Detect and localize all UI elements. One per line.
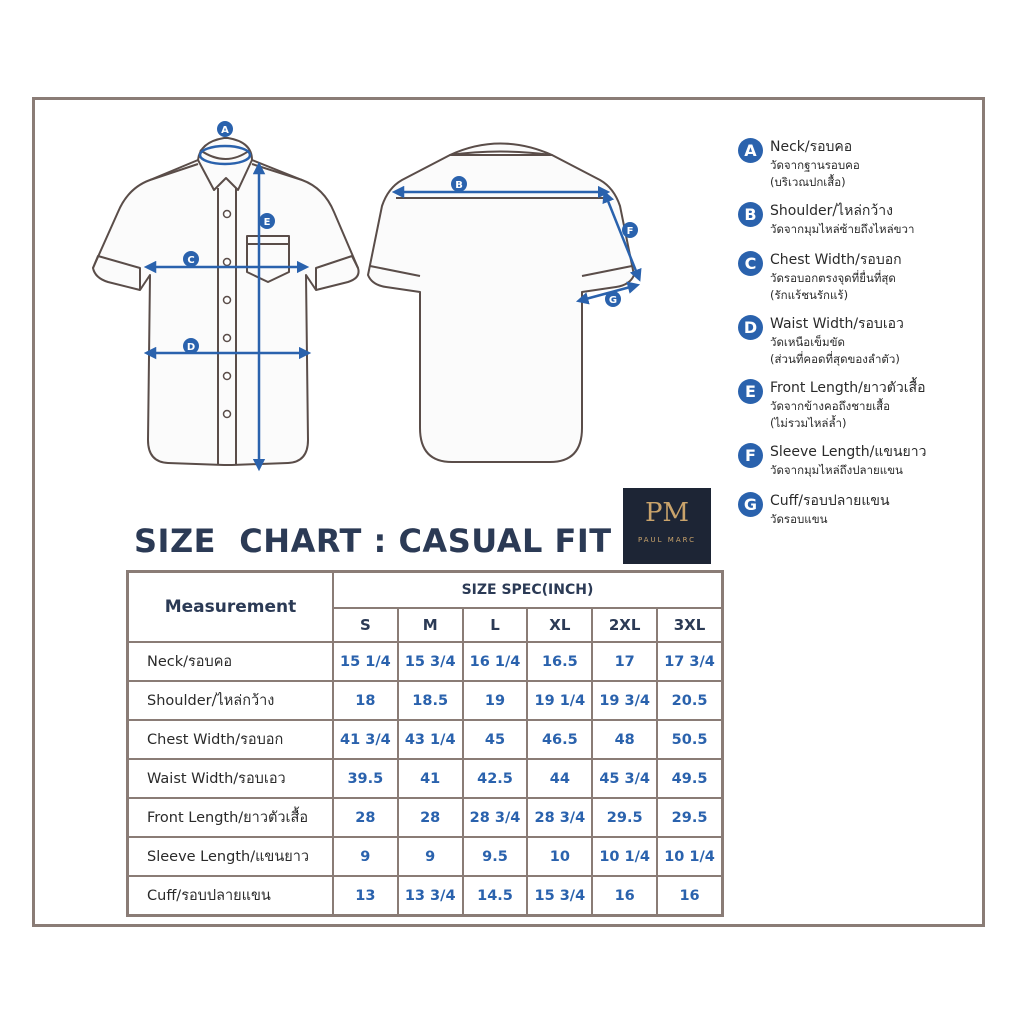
svg-text:E: E <box>263 217 271 228</box>
legend-item-cuff <box>738 491 988 528</box>
table-cell: 45 3/4 <box>592 759 657 798</box>
table-cell: 39.5 <box>333 759 398 798</box>
table-cell: 14.5 <box>463 876 528 916</box>
page-title: SIZE CHART : CASUAL FIT <box>134 522 612 560</box>
svg-text:C: C <box>187 255 195 266</box>
legend-desc: (ไม่รวมไหล่ล้ำ) <box>770 416 847 430</box>
legend-item-shoulder <box>738 201 988 238</box>
badge-d <box>183 338 199 354</box>
svg-text:G: G <box>608 295 618 306</box>
table-cell: 13 3/4 <box>398 876 463 916</box>
table-cell: 49.5 <box>657 759 722 798</box>
table-cell: 17 3/4 <box>657 642 722 681</box>
legend-desc: วัดจากฐานรอบคอ <box>770 158 860 172</box>
table-row <box>128 720 723 759</box>
table-cell: 45 <box>463 720 528 759</box>
row-label: Shoulder/ไหล่กว้าง <box>128 681 333 720</box>
size-header: XL <box>527 608 592 642</box>
legend-desc: (ส่วนที่คอดที่สุดของลำตัว) <box>770 352 900 366</box>
table-cell: 18.5 <box>398 681 463 720</box>
badge-b <box>451 176 467 192</box>
legend-title: Waist Width/รอบเอว <box>770 316 904 332</box>
legend-title: Shoulder/ไหล่กว้าง <box>770 203 893 219</box>
table-row <box>128 681 723 720</box>
legend-item-chest <box>738 250 988 304</box>
table-cell: 16 <box>657 876 722 916</box>
badge-a <box>217 121 233 137</box>
legend-item-neck <box>738 137 988 191</box>
table-row <box>128 642 723 681</box>
legend-desc: วัดจากข้างคอถึงชายเสื้อ <box>770 399 891 413</box>
logo-monogram: PM <box>644 498 690 528</box>
table-cell: 16 1/4 <box>463 642 528 681</box>
table-cell: 15 3/4 <box>398 642 463 681</box>
table-row <box>128 837 723 876</box>
table-cell: 19 1/4 <box>527 681 592 720</box>
badge-g <box>605 291 621 307</box>
table-cell: 44 <box>527 759 592 798</box>
table-row <box>128 759 723 798</box>
legend-desc: วัดจากมุมไหล่ซ้ายถึงไหล่ขวา <box>770 222 915 236</box>
row-label: Cuff/รอบปลายแขน <box>128 876 333 916</box>
logo-text: PAUL MARC <box>637 536 697 544</box>
svg-text:D: D <box>186 342 196 353</box>
legend-title: Front Length/ยาวตัวเสื้อ <box>770 380 926 396</box>
table-cell: 28 3/4 <box>527 798 592 837</box>
measurement-header: Measurement <box>128 572 333 643</box>
table-cell: 15 3/4 <box>527 876 592 916</box>
legend-badge: D <box>738 315 763 340</box>
table-cell: 10 1/4 <box>657 837 722 876</box>
size-header: 3XL <box>657 608 722 642</box>
table-cell: 42.5 <box>463 759 528 798</box>
row-label: Waist Width/รอบเอว <box>128 759 333 798</box>
legend-badge: B <box>738 202 763 227</box>
svg-text:F: F <box>626 226 634 237</box>
table-cell: 41 <box>398 759 463 798</box>
table-cell: 29.5 <box>592 798 657 837</box>
legend-item-sleeve-length <box>738 442 988 479</box>
badge-f <box>622 222 638 238</box>
table-cell: 18 <box>333 681 398 720</box>
legend-badge: C <box>738 251 763 276</box>
table-cell: 28 <box>333 798 398 837</box>
badge-e <box>259 213 275 229</box>
table-cell: 20.5 <box>657 681 722 720</box>
table-cell: 16.5 <box>527 642 592 681</box>
table-cell: 28 3/4 <box>463 798 528 837</box>
table-cell: 10 1/4 <box>592 837 657 876</box>
table-cell: 29.5 <box>657 798 722 837</box>
legend-title: Sleeve Length/แขนยาว <box>770 444 927 460</box>
legend-badge: A <box>738 138 763 163</box>
legend-badge: E <box>738 379 763 404</box>
size-header: S <box>333 608 398 642</box>
badge-c <box>183 251 199 267</box>
legend-desc: (รักแร้ชนรักแร้) <box>770 288 849 302</box>
legend-badge: G <box>738 492 763 517</box>
size-header: M <box>398 608 463 642</box>
table-cell: 9.5 <box>463 837 528 876</box>
svg-text:A: A <box>221 125 229 136</box>
legend-desc: วัดเหนือเข็มขัด <box>770 335 845 349</box>
legend-desc: วัดรอบอกตรงจุดที่ยื่นที่สุด <box>770 271 896 285</box>
table-cell: 10 <box>527 837 592 876</box>
table-header-row <box>128 572 723 609</box>
table-cell: 9 <box>398 837 463 876</box>
table-cell: 28 <box>398 798 463 837</box>
legend-title: Cuff/รอบปลายแขน <box>770 493 890 509</box>
table-row <box>128 876 723 916</box>
table-cell: 48 <box>592 720 657 759</box>
legend-item-front-length <box>738 378 988 432</box>
table-cell: 19 3/4 <box>592 681 657 720</box>
legend-title: Neck/รอบคอ <box>770 139 853 155</box>
size-spec-header: SIZE SPEC(INCH) <box>333 572 723 609</box>
legend-badge: F <box>738 443 763 468</box>
row-label: Chest Width/รอบอก <box>128 720 333 759</box>
svg-text:B: B <box>455 180 463 191</box>
legend-item-waist <box>738 314 988 368</box>
table-row <box>128 798 723 837</box>
table-cell: 13 <box>333 876 398 916</box>
row-label: Front Length/ยาวตัวเสื้อ <box>128 798 333 837</box>
legend-title: Chest Width/รอบอก <box>770 252 902 268</box>
table-cell: 17 <box>592 642 657 681</box>
legend-desc: (บริเวณปกเสื้อ) <box>770 175 846 189</box>
row-label: Neck/รอบคอ <box>128 642 333 681</box>
size-spec-table <box>126 570 724 917</box>
table-cell: 19 <box>463 681 528 720</box>
size-header: L <box>463 608 528 642</box>
table-cell: 46.5 <box>527 720 592 759</box>
row-label: Sleeve Length/แขนยาว <box>128 837 333 876</box>
table-cell: 50.5 <box>657 720 722 759</box>
legend-desc: วัดจากมุมไหล่ถึงปลายแขน <box>770 463 903 477</box>
table-cell: 43 1/4 <box>398 720 463 759</box>
table-cell: 16 <box>592 876 657 916</box>
measurement-legend <box>738 137 988 538</box>
legend-desc: วัดรอบแขน <box>770 512 828 526</box>
table-cell: 15 1/4 <box>333 642 398 681</box>
table-cell: 9 <box>333 837 398 876</box>
brand-logo <box>623 488 711 564</box>
table-cell: 41 3/4 <box>333 720 398 759</box>
size-header: 2XL <box>592 608 657 642</box>
